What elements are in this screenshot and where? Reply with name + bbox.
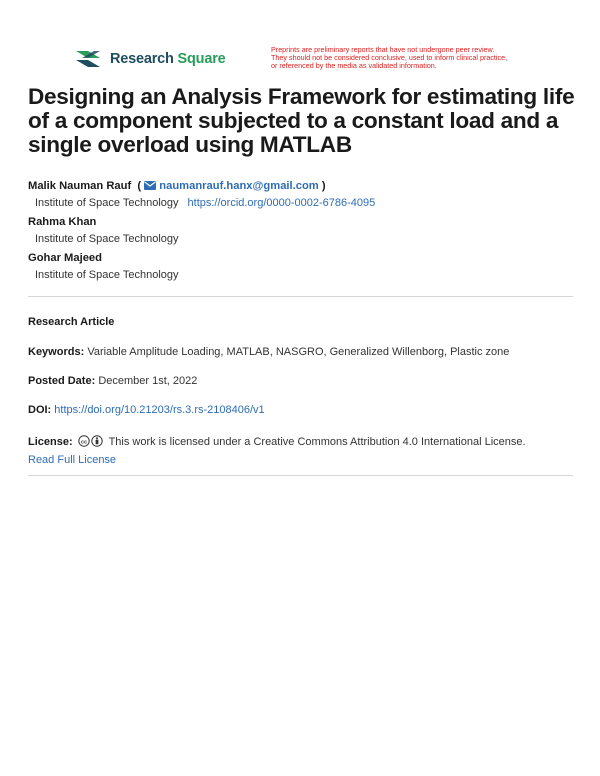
keywords-label: Keywords: xyxy=(28,346,85,358)
logo-text xyxy=(110,51,226,67)
author-affiliation: Institute of Space Technology xyxy=(35,269,179,281)
author-name: Gohar Majeed xyxy=(28,252,102,264)
license xyxy=(28,433,576,469)
keywords-value: Variable Amplitude Loading, MATLAB, NASGRO, Generalized Willenborg, Plastic zone xyxy=(87,346,510,358)
doi-link[interactable]: https://doi.org/10.21203/rs.3.rs-2108406/v1 xyxy=(54,404,265,416)
license-label: License: xyxy=(28,436,73,448)
research-square-logo-icon xyxy=(74,48,104,70)
paper-title: Designing an Analysis Framework for estimating life of a component subjected to a constant load and a single overload using MATLAB xyxy=(28,84,575,157)
email-open-paren: ( xyxy=(137,180,142,192)
license-text: This work is licensed under a Creative Commons Attribution 4.0 International License. xyxy=(108,436,526,448)
article-type: Research Article xyxy=(28,316,115,328)
disclaimer-line: or referenced by the media as validated information. xyxy=(271,62,437,71)
research-square-logo[interactable] xyxy=(74,48,226,70)
logo-brand-secondary: Square xyxy=(177,51,226,67)
doi xyxy=(28,404,576,416)
posted-date xyxy=(28,375,576,387)
envelope-icon xyxy=(144,181,156,190)
posted-date-value: December 1st, 2022 xyxy=(98,375,198,387)
svg-text:cc: cc xyxy=(80,439,87,446)
email-close-paren: ) xyxy=(321,180,326,192)
author-affiliation xyxy=(35,197,375,209)
section-divider xyxy=(28,296,573,297)
author-email-link[interactable]: naumanrauf.hanx@gmail.com xyxy=(159,180,319,192)
orcid-link[interactable]: https://orcid.org/0000-0002-6786-4095 xyxy=(187,197,376,209)
preprint-disclaimer xyxy=(271,46,591,71)
affiliation-text: Institute of Space Technology xyxy=(35,197,179,209)
read-full-license-link[interactable]: Read Full License xyxy=(28,454,117,466)
disclaimer-line: They should not be considered conclusive, used to inform clinical practice, xyxy=(271,54,508,63)
doi-label: DOI: xyxy=(28,404,52,416)
author-name xyxy=(28,180,326,192)
logo-brand-primary: Research xyxy=(110,51,174,67)
disclaimer-line: Preprints are preliminary reports that have not undergone peer review. xyxy=(271,46,495,54)
author-name-text: Malik Nauman Rauf xyxy=(28,180,132,192)
posted-date-label: Posted Date: xyxy=(28,375,96,387)
author-affiliation: Institute of Space Technology xyxy=(35,233,179,245)
creative-commons-icon xyxy=(78,435,104,447)
section-divider xyxy=(28,475,573,476)
author-name: Rahma Khan xyxy=(28,216,97,228)
keywords xyxy=(28,346,576,358)
